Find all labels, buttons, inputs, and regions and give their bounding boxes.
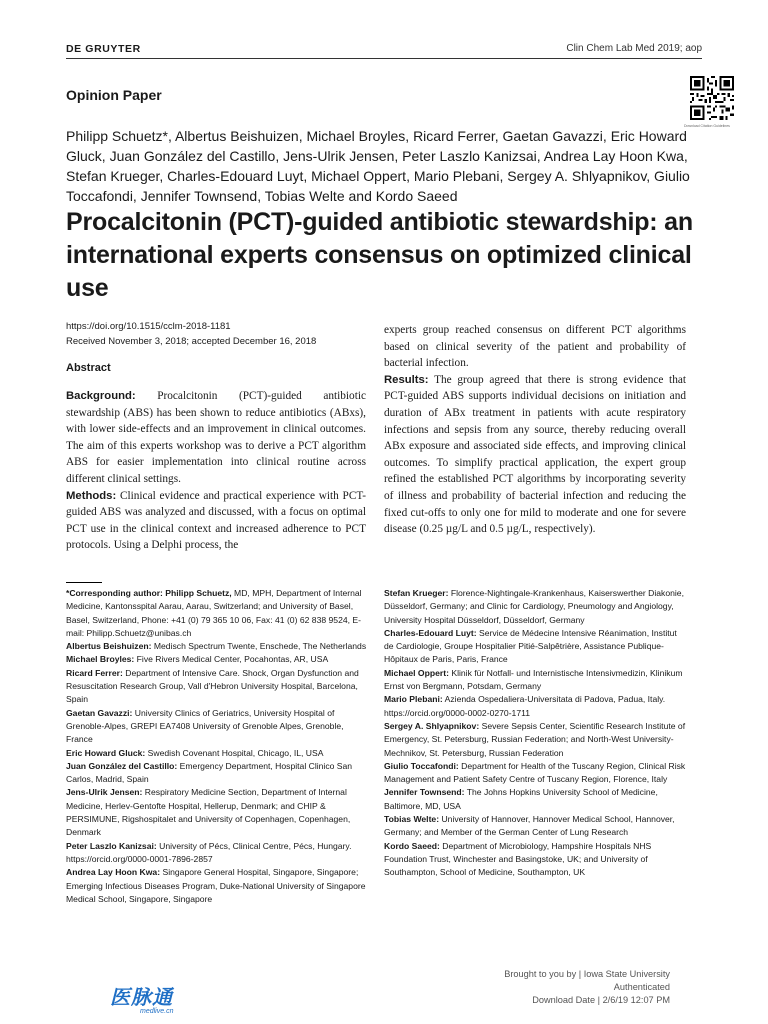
affiliation-text: Severe Sepsis Center, Scientific Research Institute of Emergency, St. Petersburg, Russian Federation; and North-West University-Mechnikov, St. Petersburg, Russian Federation xyxy=(384,720,686,758)
affiliation-name: Juan González del Castillo: xyxy=(66,760,178,771)
methods-label: Methods: xyxy=(66,489,117,502)
affiliation-item xyxy=(66,747,368,760)
affiliations-right xyxy=(384,587,686,880)
affiliation-item xyxy=(384,786,686,813)
results-label: Results: xyxy=(384,373,429,386)
affiliation-item xyxy=(384,760,686,787)
affiliation-name: Andrea Lay Hoon Kwa: xyxy=(66,867,161,878)
affiliation-text: Florence-Nightingale-Krankenhaus, Kaiserswerther Diakonie, Düsseldorf, Germany; and Clinic for Cardiology, Pneumology and Angiology, University Hospital Düsseldorf, Düsseldorf, Germany xyxy=(384,588,684,625)
footer-authenticated: Authenticated xyxy=(613,982,670,992)
affiliation-name: *Corresponding author: Philipp Schuetz, xyxy=(66,588,232,598)
qr-code-icon[interactable] xyxy=(690,76,734,120)
abstract-column-right xyxy=(384,322,686,538)
affiliation-text: MD, MPH, Department of Internal Medicine, Kantonsspital Aarau, Aarau, Switzerland; and University of Basel, Basel, Switzerland, Phone: +41 (0) 79 365 10 06, Fax: 41 (0) 62 838 9524, E-mail: Philipp.Schuetz@unibas.ch xyxy=(66,588,362,638)
affiliation-name: Michael Broyles: xyxy=(66,654,135,665)
affiliation-text: Five Rivers Medical Center, Pocahontas, AR, USA xyxy=(134,654,329,665)
affiliation-name: Sergey A. Shlyapnikov: xyxy=(384,720,480,731)
affiliation-text: Emergency Department, Hospital Clinico San Carlos, Madrid, Spain xyxy=(66,760,353,785)
header-rule xyxy=(66,58,702,59)
methods-text: Clinical evidence and practical experience with PCT-guided ABS was analyzed and discussed, with a focus on optimal PCT use in the clinical context and increased adherence to PCT protocols. Using a Delphi process, the xyxy=(66,489,366,552)
background-text: Procalcitonin (PCT)-guided antibiotic stewardship (ABS) has been shown to reduce antibiotics (ABxs), with lower side-effects and an improvement in clinical outcomes. The aim of this experts workshop was to derive a PCT algorithm ABS for easier implementation into clinical routine across different clinical settings. xyxy=(66,390,366,485)
affiliation-name: Mario Plebani: xyxy=(384,694,443,705)
affiliation-item xyxy=(66,866,368,906)
author-list: Philipp Schuetz*, Albertus Beishuizen, Michael Broyles, Ricard Ferrer, Gaetan Gavazzi, Eric Howard Gluck, Juan González del Castillo, Jens-Ulrik Jensen, Peter Laszlo Kanizsai, Andrea Lay Hoon Kwa, Stefan Krueger, Charles-Edouard Luyt, Michael Oppert, Mario Plebani, Sergey A. Shlyapnikov, Giulio Toccafondi, Jennifer Townsend, Tobias Welte and Kordo Saeed xyxy=(66,128,690,204)
affiliation-text: Medisch Spectrum Twente, Enschede, The Netherlands xyxy=(151,641,367,652)
footer-brought-by: Brought to you by | Iowa State University xyxy=(504,969,670,979)
affiliation-name: Peter Laszlo Kanizsai: xyxy=(66,840,157,851)
affiliation-name: Jennifer Townsend: xyxy=(384,787,465,798)
background-label: Background: xyxy=(66,390,136,402)
footnote-rule xyxy=(66,582,102,583)
received-dates: Received November 3, 2018; accepted December 16, 2018 xyxy=(66,336,317,347)
affiliation-item xyxy=(66,840,368,867)
affiliation-text: Respiratory Medicine Section, Department of Internal Medicine, Herlev-Gentofte Hospital, Hellerup, Denmark; and CHIP & PERSIMUNE, Rigshospitalet and University of Copenhagen, Copenhagen, Denmark xyxy=(66,787,351,838)
affiliation-text: Singapore General Hospital, Singapore, Singapore; Emerging Infectious Diseases Program, Duke-National University of Singapore Medical School, Singapore, Singapore xyxy=(66,867,366,904)
affiliation-item xyxy=(66,667,368,707)
affiliation-name: Jens-Ulrik Jensen: xyxy=(66,787,143,798)
affiliation-text: University of Pécs, Clinical Centre, Pécs, Hungary. https://orcid.org/0000-0001-7896-2857 xyxy=(66,840,352,864)
medlive-logo xyxy=(110,986,173,1016)
affiliation-name: Albertus Beishuizen: xyxy=(66,641,152,652)
paper-type: Opinion Paper xyxy=(66,87,162,103)
affiliation-item xyxy=(384,693,686,720)
affiliation-item xyxy=(384,667,686,694)
affiliation-name: Ricard Ferrer: xyxy=(66,667,123,678)
affiliation-text: Department of Microbiology, Hampshire Hospitals NHS Foundation Trust, Winchester and Basingstoke, UK; and University of Southampton, School of Medicine, Southampton, UK xyxy=(384,840,652,878)
article-title: Procalcitonin (PCT)-guided antibiotic stewardship: an international experts consensus on optimized clinical use xyxy=(66,208,693,302)
logo-subtext: medlive.cn xyxy=(140,1008,174,1015)
affiliation-name: Giulio Toccafondi: xyxy=(384,760,459,771)
affiliation-item xyxy=(384,813,686,840)
doi-link[interactable]: https://doi.org/10.1515/cclm-2018-1181 xyxy=(66,321,231,332)
affiliation-item xyxy=(66,707,368,747)
affiliation-text: University of Hannover, Hannover Medical School, Hannover, Germany; and Member of the German Center of Lung Research xyxy=(384,814,675,838)
results-text: The group agreed that there is strong evidence that PCT-guided ABS supports individual decisions on initiation and duration of ABx treatment in patients with acute respiratory infections and sepsis from any source, thereby reducing overall ABx exposure and associated side effects, and improving clinical outcomes. To simplify practical application, the expert group refined the established PCT algorithms by incorporating severity of illness and probability of bacterial infection and reducing the fixed cut-offs to only one for mild to moderate and one for severe disease (0.25 µg/L and 0.5 µg/L, respectively). xyxy=(384,373,686,536)
affiliation-text: The Johns Hopkins University School of Medicine, Baltimore, MD, USA xyxy=(384,787,658,811)
affiliation-text: Service de Médecine Intensive Réanimation, Institut de Cardiologie, Groupe Hospitalier Pitié-Salpêtrière, Assistance Publique-Hôpitaux de Paris, Paris, France xyxy=(384,627,677,665)
download-footer xyxy=(504,968,670,1007)
qr-caption: Download Citation Guidelines xyxy=(684,124,730,128)
affiliation-name: Eric Howard Gluck: xyxy=(66,747,146,758)
affiliation-name: Kordo Saeed: xyxy=(384,840,440,851)
affiliation-text: Swedish Covenant Hospital, Chicago, IL, USA xyxy=(145,747,324,758)
publisher-name: DE GRUYTER xyxy=(66,43,141,55)
affiliation-name: Tobias Welte: xyxy=(384,814,440,825)
affiliation-item xyxy=(384,840,686,880)
affiliation-item xyxy=(384,720,686,760)
logo-mark: 医脉通 xyxy=(110,985,173,1009)
affiliation-text: Department for Health of the Tuscany Region, Clinical Risk Management and Patient Safety Centre of Tuscany Region, Florence, Italy xyxy=(384,760,686,785)
footer-download-date: Download Date | 2/6/19 12:07 PM xyxy=(532,995,670,1005)
affiliation-item xyxy=(384,587,686,627)
abstract-column-left xyxy=(66,388,366,554)
affiliation-item xyxy=(66,653,368,666)
affiliation-text: Klinik für Notfall- und Internistische Intensivmedizin, Klinikum Ernst von Bergmann, Potsdam, Germany xyxy=(384,667,683,692)
journal-reference: Clin Chem Lab Med 2019; aop xyxy=(566,43,702,54)
affiliation-name: Michael Oppert: xyxy=(384,667,449,678)
affiliation-item xyxy=(384,627,686,667)
affiliation-item xyxy=(66,587,368,640)
affiliation-text: Department of Intensive Care. Shock, Organ Dysfunction and Resuscitation Research Group, Vall d'Hebron University Hospital, Barcelona, Spain xyxy=(66,667,359,705)
affiliation-item xyxy=(66,640,368,653)
affiliation-name: Gaetan Gavazzi: xyxy=(66,707,133,718)
affiliation-text: Azienda Ospedaliera-Universitata di Padova, Padua, Italy. https://orcid.org/0000-0002-0270-1711 xyxy=(384,694,666,718)
methods-continued-text: experts group reached consensus on different PCT algorithms based on clinical severity of the patient and probability of bacterial infection. xyxy=(384,324,686,370)
affiliation-name: Stefan Krueger: xyxy=(384,588,449,598)
abstract-heading: Abstract xyxy=(66,362,111,374)
affiliation-text: University Clinics of Geriatrics, University Hospital of Grenoble-Alpes, GREPI EA7408 University of Grenoble Alpes, Grenoble, France xyxy=(66,707,344,745)
affiliation-name: Charles-Edouard Luyt: xyxy=(384,627,477,638)
affiliation-item xyxy=(66,786,368,839)
affiliations-left xyxy=(66,587,368,906)
affiliation-item xyxy=(66,760,368,787)
